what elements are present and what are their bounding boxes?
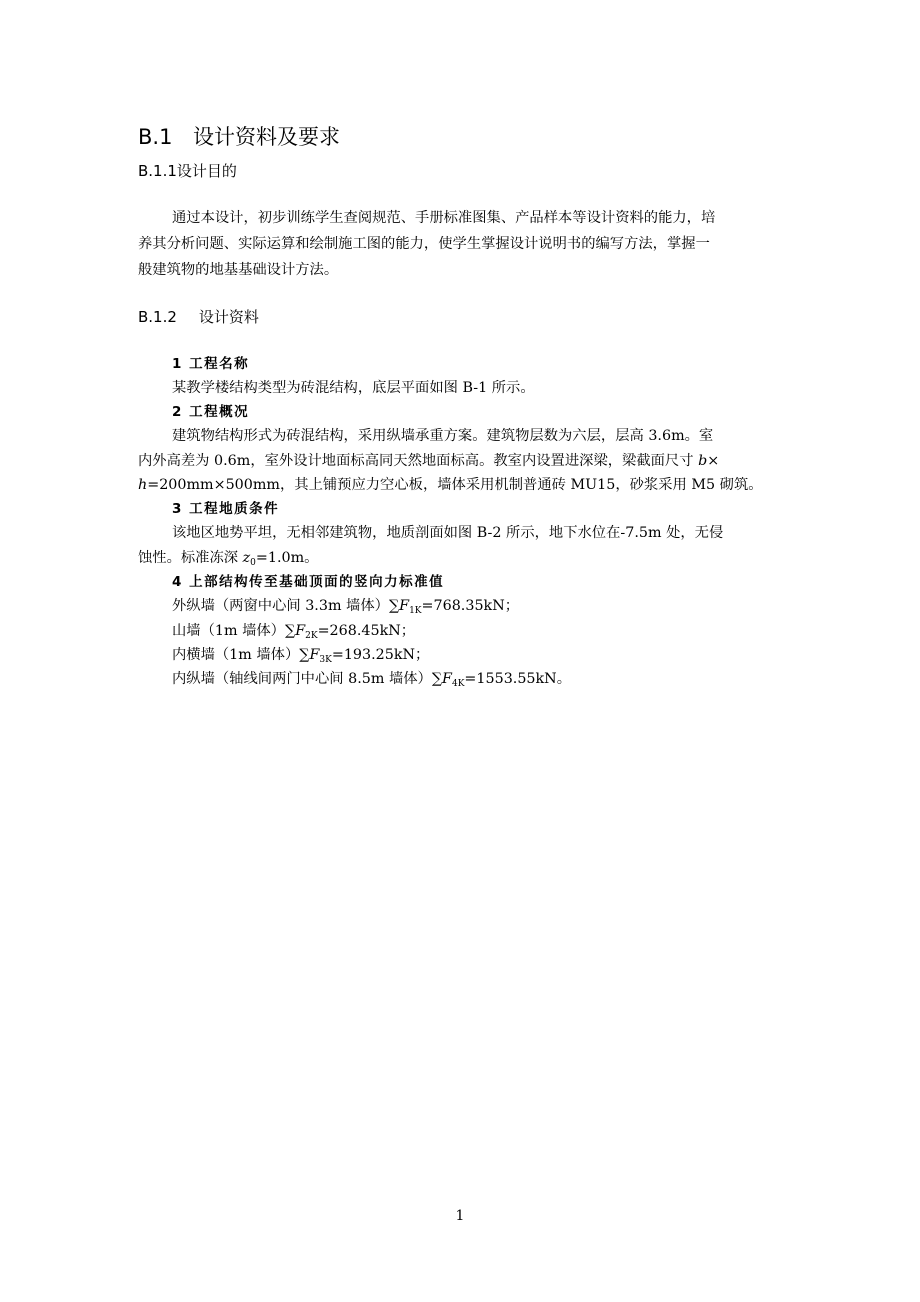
load-var: F <box>399 598 410 614</box>
load-label: 内横墙（1m 墙体）∑ <box>172 647 310 663</box>
load-var: F <box>295 623 306 639</box>
page-number: 1 <box>455 1208 465 1224</box>
item-heading-project-name: 1 工程名称 <box>172 356 250 372</box>
load-subscript: 4K <box>451 679 465 689</box>
project-name-text: 某教学楼结构类型为砖混结构，底层平面如图 B-1 所示。 <box>172 380 535 396</box>
load-var: F <box>309 647 320 663</box>
subsection-number-1: B.1.1 <box>138 162 177 180</box>
geology-line-2 <box>138 546 782 570</box>
subsection-number-2: B.1.2 <box>138 308 177 326</box>
frost-depth-var: z <box>242 550 251 566</box>
load-value: =1553.55kN。 <box>464 671 571 687</box>
load-value: =268.45kN； <box>317 623 416 639</box>
subsection-title-1: 设计目的 <box>176 162 237 180</box>
overview-line-2 <box>138 449 782 473</box>
load-line <box>138 619 782 643</box>
section-title: 设计资料及要求 <box>193 125 340 149</box>
geology-line-1: 该地区地势平坦，无相邻建筑物，地质剖面如图 B-2 所示，地下水位在-7.5m 处，无侵 <box>172 525 724 541</box>
load-subscript: 2K <box>305 631 318 641</box>
purpose-paragraph-line-3: 般建筑物的地基基础设计方法。 <box>138 262 339 278</box>
item-heading-loads: 4 上部结构传至基础顶面的竖向力标准值 <box>172 574 445 590</box>
load-value: =193.25kN； <box>331 647 430 663</box>
overview-line-2-text: 内外高差为 0.6m，室外设计地面标高同天然地面标高。教室内设置进深梁，梁截面尺寸 <box>138 453 699 469</box>
frost-depth-subscript: 0 <box>250 558 256 568</box>
frost-depth-value: =1.0m。 <box>255 550 319 566</box>
times-symbol: × <box>707 453 720 469</box>
purpose-paragraph-line-2: 养其分析问题、实际运算和绘制施工图的能力，使学生掌握设计说明书的编写方法，掌握一 <box>138 236 710 252</box>
load-subscript: 3K <box>319 655 332 665</box>
subsection-heading-1 <box>138 160 237 182</box>
load-line <box>138 643 782 667</box>
load-label: 内纵墙（轴线间两门中心间 8.5m 墙体）∑ <box>172 671 443 687</box>
section-number: B.1 <box>138 125 173 149</box>
subsection-heading-2 <box>138 306 259 328</box>
overview-line-1: 建筑物结构形式为砖混结构，采用纵墙承重方案。建筑物层数为六层，层高 3.6m。室 <box>172 428 714 444</box>
item-heading-project-overview: 2 工程概况 <box>172 404 250 420</box>
geology-line-2-text: 蚀性。标准冻深 <box>138 550 243 566</box>
load-value: =768.35kN； <box>421 598 520 614</box>
subsection-title-2: 设计资料 <box>198 308 259 326</box>
section-heading <box>138 122 340 152</box>
load-label: 外纵墙（两窗中心间 3.3m 墙体）∑ <box>172 598 400 614</box>
purpose-paragraph-line-1: 通过本设计，初步训练学生查阅规范、手册标准图集、产品样本等设计资料的能力，培 <box>172 210 716 226</box>
overview-line-3-text: =200mm×500mm，其上铺预应力空心板，墙体采用机制普通砖 MU15，砂浆采用 M5 砌筑。 <box>147 477 763 493</box>
load-label: 山墙（1m 墙体）∑ <box>172 623 296 639</box>
load-line <box>138 594 782 618</box>
load-line <box>138 667 782 691</box>
beam-width-var: b <box>698 453 708 469</box>
load-subscript: 1K <box>409 606 422 616</box>
load-var: F <box>442 671 452 687</box>
beam-height-var: h <box>138 477 148 493</box>
overview-line-3 <box>138 473 782 497</box>
item-heading-geology: 3 工程地质条件 <box>172 501 280 517</box>
